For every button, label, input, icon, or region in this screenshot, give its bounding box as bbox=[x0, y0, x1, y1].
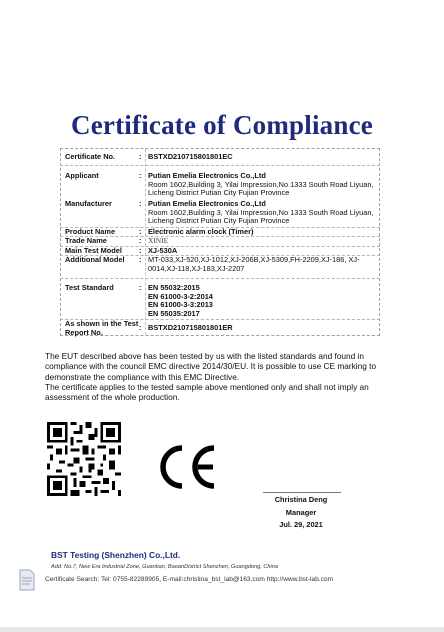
page-title: Certificate of Compliance bbox=[71, 110, 373, 140]
colon: : bbox=[139, 246, 142, 255]
compliance-statement bbox=[45, 351, 395, 402]
value-additional-model: MT-033,XJ-520,XJ-1012,XJ-206B,XJ-5309,FH-2209,XJ-186, XJ-0014,XJ-118,XJ-183,XJ-2207 bbox=[148, 255, 360, 273]
label-manufacturer: Manufacturer bbox=[65, 199, 112, 208]
standard-item: EN 61000-3-2:2014 bbox=[148, 291, 213, 301]
colon: : bbox=[139, 152, 142, 161]
product-name: Electronic alarm clock (Timer) bbox=[148, 227, 254, 236]
standard-item: EN 61000-3-3:2013 bbox=[148, 300, 213, 310]
colon: : bbox=[139, 227, 142, 236]
value-test-report-no bbox=[148, 324, 380, 333]
value-manufacturer bbox=[148, 200, 380, 226]
manufacturer-address: Room 1602,Building 3, Yilai Impression,No 1333 South Road Liyuan, Licheng District Putian City Fujian Province bbox=[148, 207, 374, 226]
label-product-name: Product Name bbox=[65, 227, 116, 236]
issuer-address: Add: No.7, New Era Industrial Zone, Guantian, BaoanDistrict Shenzhen, Guangdong, China bbox=[51, 564, 278, 570]
row-separator bbox=[60, 278, 380, 279]
signatory-name: Christina Deng bbox=[274, 495, 328, 504]
signature-date: Jul. 29, 2021 bbox=[279, 520, 323, 529]
signatory-role: Manager bbox=[285, 508, 317, 517]
standard-item: EN 55032:2015 bbox=[148, 283, 200, 292]
label-applicant: Applicant bbox=[65, 171, 99, 180]
qr-code bbox=[47, 422, 121, 496]
label-certificate-no: Certificate No. bbox=[65, 152, 116, 161]
label-main-test-model: Main Test Model bbox=[65, 246, 122, 255]
certificate-no: BSTXD210715801801EC bbox=[148, 152, 233, 161]
certificate-search-info: Certificate Search: Tel: 0755-82289905, E-mail:christina_bst_lab@163.com http://www.bst-lab.com bbox=[45, 576, 334, 583]
label-trade-name: Trade Name bbox=[65, 236, 107, 245]
label-test-report-no: As shown in the Test Report No. bbox=[65, 319, 139, 337]
colon: : bbox=[139, 283, 142, 292]
colon: : bbox=[139, 236, 142, 245]
statement-paragraph: The certificate applies to the tested sample above mentioned only and shall not imply an assessment of the whole production. bbox=[45, 381, 369, 403]
signature-line bbox=[263, 492, 341, 493]
colon: : bbox=[139, 255, 142, 264]
applicant-name: Putian Emelia Electronics Co.,Ltd bbox=[148, 171, 266, 180]
standard-item: EN 55035:2017 bbox=[148, 308, 200, 318]
document-icon bbox=[18, 569, 36, 591]
test-report-no: BSTXD210715801801ER bbox=[148, 323, 233, 332]
value-test-standard bbox=[148, 284, 380, 318]
colon: : bbox=[139, 171, 142, 180]
colon: : bbox=[139, 199, 142, 208]
value-applicant bbox=[148, 172, 380, 198]
issuer-company: BST Testing (Shenzhen) Co.,Ltd. bbox=[51, 550, 181, 560]
manufacturer-name: Putian Emelia Electronics Co.,Ltd bbox=[148, 199, 266, 208]
main-test-model: XJ-530A bbox=[148, 246, 178, 255]
label-test-standard: Test Standard bbox=[65, 283, 114, 292]
value-certificate-no bbox=[148, 153, 380, 162]
row-separator bbox=[60, 165, 380, 166]
label-additional-model: Additional Model bbox=[65, 255, 125, 264]
applicant-address: Room 1602,Building 3, Yilai Impression,No 1333 South Road Liyuan, Licheng District Putian City Fujian Province bbox=[148, 179, 374, 198]
ce-mark bbox=[158, 444, 220, 490]
colon: : bbox=[139, 323, 142, 332]
bottom-bar bbox=[0, 627, 444, 632]
value-trade-name: XINIE bbox=[148, 236, 169, 245]
statement-paragraph: The EUT described above has been tested by us with the listed standards and found in compliance with the council EMC directive 2014/30/EU. It is possible to use CE marking to demonstrate the compliance with this EMC Directive. bbox=[45, 351, 377, 382]
table-divider bbox=[145, 149, 146, 335]
